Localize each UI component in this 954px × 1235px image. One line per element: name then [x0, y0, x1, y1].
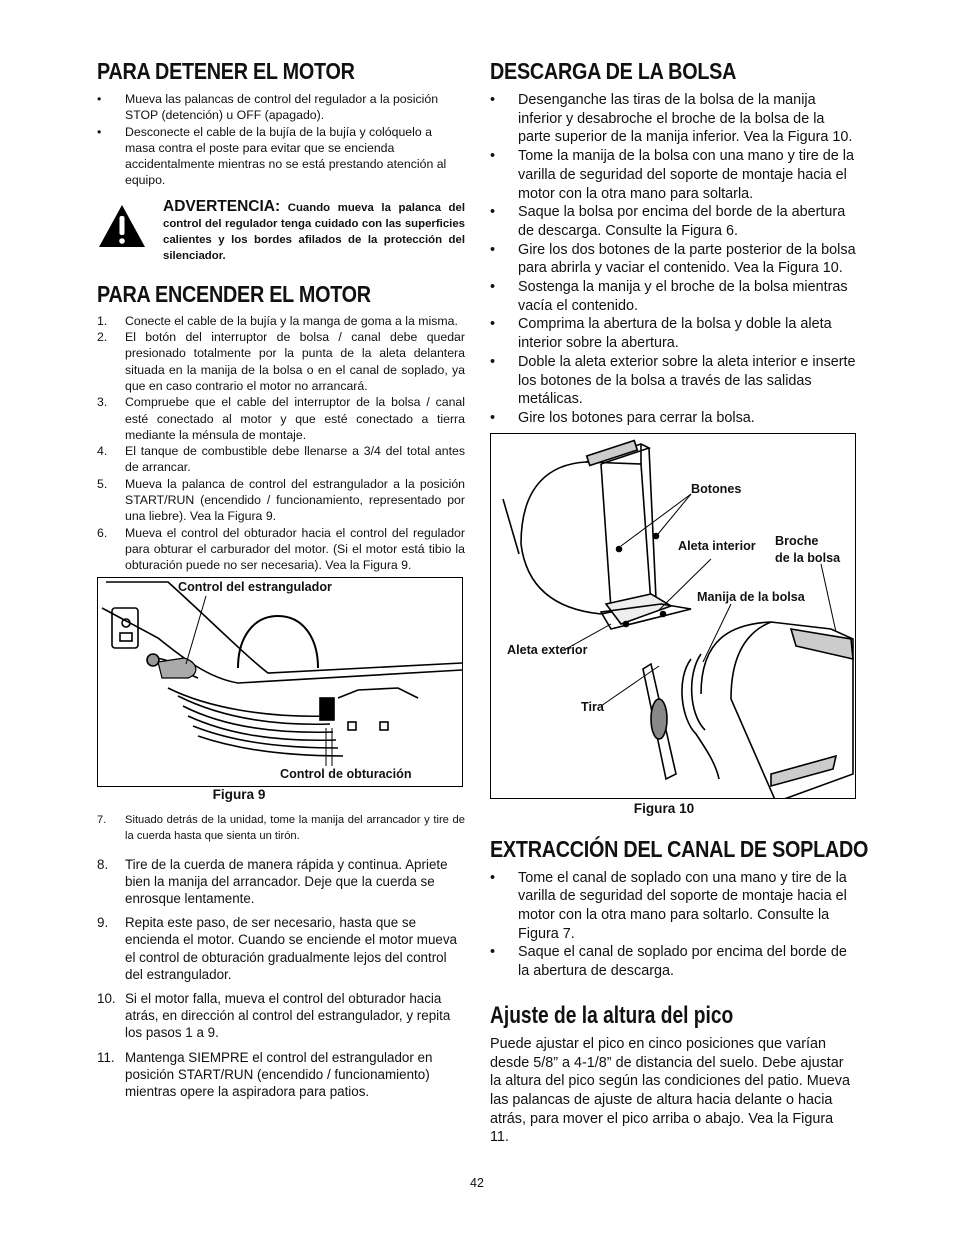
warning-body: Cuando mueva la palanca del control del regulador tenga cuidado con las superficies calientes y los bordes afilados de la protección del silenciador.: [163, 201, 465, 263]
warning-text: [163, 199, 465, 265]
list-item: 11. Mantenga SIEMPRE el control del estrangulador en posición START/RUN (encendido / funcionamiento) mientras opere la aspiradora para patios.: [97, 1049, 433, 1099]
left-column: [97, 56, 465, 1100]
section-title-start-engine: PARA ENCENDER EL MOTOR: [97, 280, 371, 307]
section-title-chute-removal: EXTRACCIÓN DEL CANAL DE SOPLADO: [490, 835, 869, 862]
list-item: • Desconecte el cable de la bujía de la bujía y colóquelo a masa contra el poste para evitar que se encienda accidentalmente mientras no se está prestando atención al equipo.: [97, 124, 465, 189]
start-engine-list: [97, 313, 465, 574]
figure-9: [97, 577, 463, 787]
section-title-bag-discharge: DESCARGA DE LA BOLSA: [490, 58, 737, 84]
list-item: 3. Compruebe que el cable del interruptor de la bolsa / canal esté conectado al motor y que esté conectado a tierra mediante la ménsula de montaje.: [97, 395, 465, 442]
list-item: • Doble la aleta exterior sobre la aleta interior e inserte los botones de la bolsa a través de las salidas metálicas.: [490, 353, 856, 409]
list-item: 2. El botón del interruptor de bolsa / canal debe quedar presionado totalmente por la punta de la aleta delantera situada en la manija de la bolsa o en el canal de soplado, ya que en caso contrario el motor no arrancará.: [97, 330, 465, 393]
list-item: • Comprima la abertura de la bolsa y doble la aleta interior sobre la abertura.: [490, 315, 856, 352]
list-item: • Desenganche las tiras de la bolsa de la manija inferior y desabroche el broche de la bolsa de la parte superior de la manija inferior. Vea la Figura 10.: [490, 91, 856, 147]
label-choke-control: Control del estrangulador: [178, 579, 332, 594]
list-item: 10. Si el motor falla, mueva el control del obturador hacia atrás, en dirección al control del estrangulador, y repita los pasos 1 a 9.: [97, 990, 451, 1041]
nozzle-height-text: Puede ajustar el pico en cinco posiciones que varían desde 5/8” a 4-1/8” de distancia del suelo. Debe ajustar la altura del pico según las condiciones del patio. Mueva las palancas de ajuste de altura hacia delante o hacia atrás, para mover el pico arriba o abajo. Vea la Figura 11.: [490, 1035, 850, 1146]
list-item: • Tome el canal de soplado con una mano y tire de la varilla de seguridad del soporte de montaje hacia el motor con la otra mano para soltarlo. Consulte la Figura 7.: [490, 869, 856, 944]
list-item: • Mueva las palancas de control del regulador a la posición STOP (detención) u OFF (apagado).: [97, 91, 465, 124]
list-item: 5. Mueva la palanca de control del estrangulador a la posición START/RUN (encendido / funcionamiento, representado por una liebre). Vea la Figura 9.: [97, 476, 465, 524]
label-inner-flap: Aleta interior: [678, 538, 756, 553]
bag-illustration: [491, 434, 855, 798]
list-item: • Tome la manija de la bolsa con una mano y tire de la varilla de seguridad del soporte de montaje hacia el motor con la otra mano para soltarla.: [490, 147, 856, 203]
label-strap: Tira: [581, 699, 604, 714]
bag-discharge-list: [490, 91, 856, 428]
figure-9-caption: Figura 9: [212, 786, 266, 802]
list-item: • Gire los dos botones de la parte posterior de la bolsa para abrirla y vaciar el contenido. Vea la Figura 10.: [490, 241, 856, 278]
list-item: • Gire los botones para cerrar la bolsa.: [490, 409, 856, 428]
start-engine-list-final: [97, 856, 465, 1101]
list-item: 4. El tanque de combustible debe llenarse a 3/4 del total antes de arrancar.: [97, 444, 465, 475]
start-engine-list-continued: [97, 812, 465, 844]
chute-removal-list: [490, 869, 856, 981]
warning-block: [97, 199, 465, 269]
label-outer-flap: Aleta exterior: [507, 642, 588, 657]
warning-title: ADVERTENCIA:: [163, 197, 281, 215]
section-title-nozzle-height: Ajuste de la altura del pico: [490, 1001, 734, 1029]
list-item: 8. Tire de la cuerda de manera rápida y continua. Apriete bien la manija del arrancador. Deje que la cuerda se enrosque lentamente.: [97, 856, 448, 906]
warning-triangle-icon: [97, 203, 147, 249]
list-item: 1. Conecte el cable de la bujía y la manga de goma a la misma.: [97, 313, 458, 328]
section-title-stop-engine: PARA DETENER EL MOTOR: [97, 58, 355, 84]
right-column: [490, 56, 869, 1147]
engine-controls-illustration: [98, 578, 462, 786]
label-buttons: Botones: [691, 481, 742, 496]
list-item: • Saque el canal de soplado por encima del borde de la abertura de descarga.: [490, 943, 856, 980]
figure-10-caption: Figura 10: [633, 800, 695, 816]
label-bag-clasp: Broche de la bolsa: [775, 533, 841, 565]
list-item: 9. Repita este paso, de ser necesario, hasta que se encienda el motor. Cuando se enciende el motor mueva el control de obturación gradualmente lejos del control del estrangulador.: [97, 915, 457, 982]
stop-engine-list: [97, 91, 465, 189]
list-item: • Saque la bolsa por encima del borde de la abertura de descarga. Consulte la Figura 6.: [490, 203, 856, 240]
list-item: • Sostenga la manija y el broche de la bolsa mientras vacía el contenido.: [490, 278, 856, 315]
label-obturation-control: Control de obturación: [280, 766, 412, 781]
page-number: 42: [470, 1176, 484, 1190]
label-bag-handle: Manija de la bolsa: [697, 589, 805, 604]
list-item: 6. Mueva el control del obturador hacia el control del regulador para obturar el carburador del motor. (Si el motor está tibio la obturación puede no ser necesaria). Vea la Figura 9.: [97, 525, 465, 573]
figure-10: [490, 433, 856, 799]
list-item: 7. Situado detrás de la unidad, tome la manija del arrancador y tire de la cuerda hasta que sienta un tirón.: [97, 813, 465, 842]
